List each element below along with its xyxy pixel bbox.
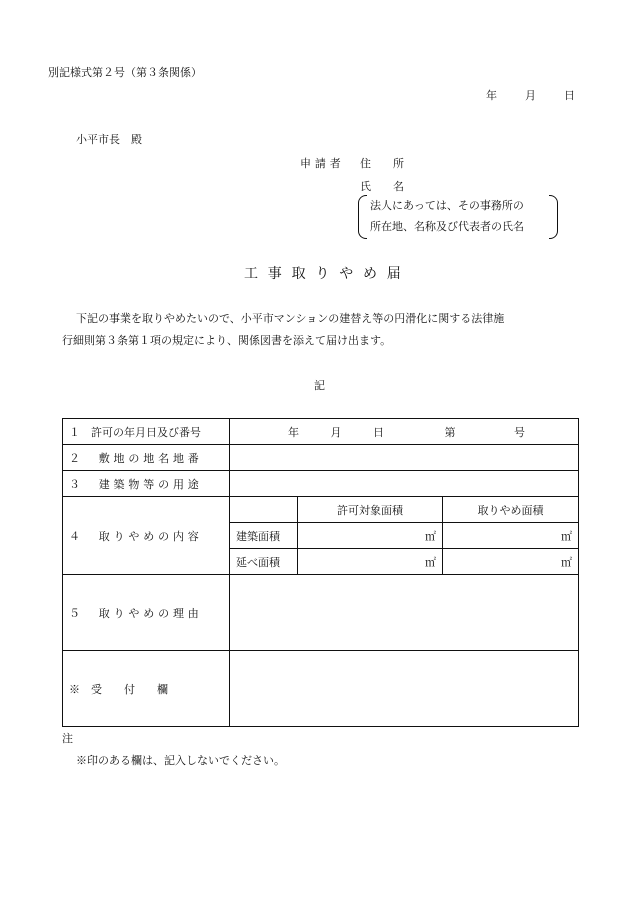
reason-field[interactable] [230, 575, 579, 651]
applicant-label: 申請者 [300, 157, 345, 170]
building-permit-area-field[interactable] [298, 523, 443, 549]
content-label: ４ 取りやめの内容 [63, 497, 230, 575]
permit-date-label: １ 許可の年月日及び番号 [63, 419, 230, 445]
use-label: ３ 建築物等の用途 [63, 471, 230, 497]
unit-sqm: ㎡ [425, 555, 436, 569]
corporate-note-bracket [358, 195, 558, 239]
table-row-reason [63, 575, 579, 651]
corporate-note-line1: 法人にあっては、その事務所の [370, 199, 524, 212]
permit-year: 年 [288, 425, 299, 439]
building-cancel-area-field[interactable] [443, 523, 579, 549]
floor-area-label: 延べ面積 [230, 549, 298, 575]
table-row-use [63, 471, 579, 497]
table-row-content-header [63, 497, 579, 523]
date-year: 年 [486, 89, 497, 102]
unit-sqm: ㎡ [425, 529, 436, 543]
body-line-1: 下記の事業を取りやめたいので、小平市マンションの建替え等の円滑化に関する法律施 [76, 312, 505, 325]
permit-go: 号 [514, 425, 525, 439]
address-label: 住 所 [360, 157, 404, 170]
floor-permit-area-field[interactable] [298, 549, 443, 575]
body-line-2: 行細則第３条第１項の規定により、関係図書を添えて届け出ます。 [62, 334, 392, 347]
table-row-site [63, 445, 579, 471]
name-label: 氏 名 [360, 180, 404, 193]
permit-area-header: 許可対象面積 [298, 497, 443, 523]
use-field[interactable] [230, 471, 579, 497]
permit-date-field[interactable] [230, 419, 579, 445]
content-blank-header [230, 497, 298, 523]
date-month: 月 [525, 89, 536, 102]
bracket-left [358, 195, 367, 239]
bracket-right [549, 195, 558, 239]
permit-dai: 第 [444, 425, 456, 439]
addressee: 小平市長 殿 [76, 133, 142, 146]
table-row-reception [63, 651, 579, 727]
unit-sqm: ㎡ [561, 529, 573, 543]
note-heading: 注 [62, 732, 73, 745]
site-field[interactable] [230, 445, 579, 471]
document-title: 工事取りやめ届 [244, 266, 411, 282]
cancel-area-header: 取りやめ面積 [443, 497, 579, 523]
form-number: 別記様式第２号（第３条関係） [48, 66, 202, 79]
site-label: ２ 敷地の地名地番 [63, 445, 230, 471]
floor-cancel-area-field[interactable] [443, 549, 579, 575]
note-text: ※印のある欄は、記入しないでください。 [76, 754, 285, 767]
corporate-note-line2: 所在地、名称及び代表者の氏名 [370, 220, 524, 233]
unit-sqm: ㎡ [561, 555, 573, 569]
building-area-label: 建築面積 [230, 523, 298, 549]
reception-field [230, 651, 579, 727]
reception-label: ※ 受 付 欄 [63, 651, 230, 727]
ki-heading: 記 [314, 379, 325, 392]
date-day: 日 [564, 89, 575, 102]
permit-month: 月 [330, 425, 342, 439]
permit-day: 日 [373, 425, 384, 439]
table-row-permit [63, 419, 579, 445]
reason-label: ５ 取りやめの理由 [63, 575, 230, 651]
cancellation-table [62, 418, 579, 727]
